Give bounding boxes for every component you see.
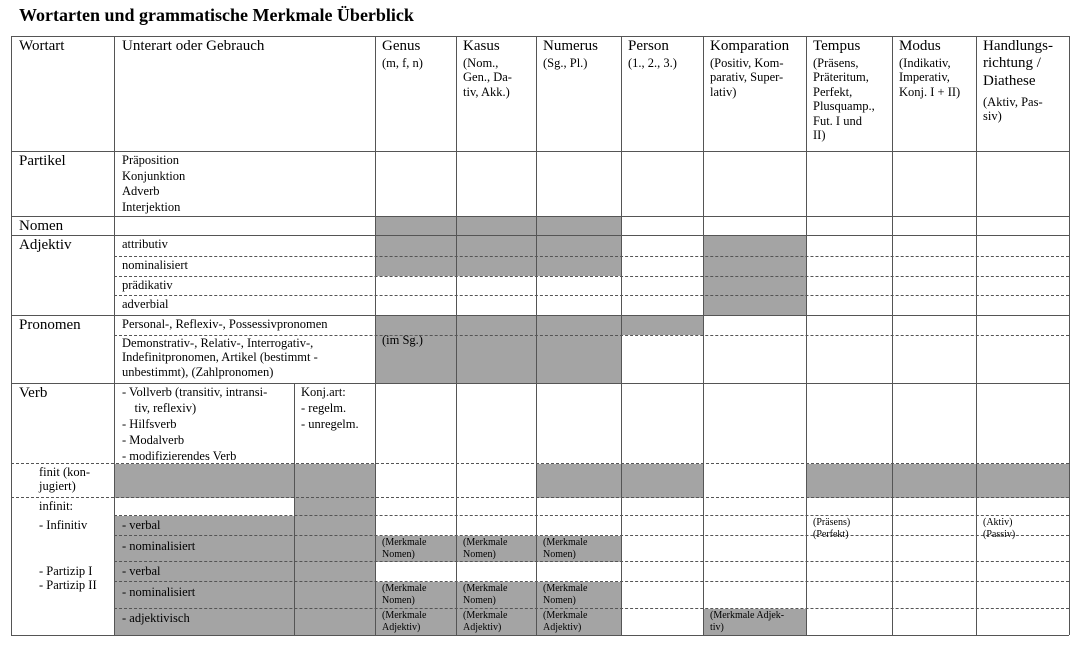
adjektiv-attributiv: attributiv: [122, 237, 168, 251]
pronomen-genus-note: (im Sg.): [382, 333, 423, 347]
header-kasus: Kasus: [463, 38, 500, 54]
inf-nom-genus-note: (Merkmale Nomen): [382, 537, 427, 560]
header-numerus: Numerus: [543, 38, 598, 54]
partizip-verbal: - verbal: [122, 564, 161, 578]
shade-finit-numerus: [536, 464, 703, 498]
header-kasus-sub: (Nom., Gen., Da- tiv, Akk.): [463, 56, 512, 99]
verb-infinitiv: - Infinitiv: [39, 518, 88, 532]
header-komparation: Komparation: [710, 38, 790, 54]
part-adj-kasus-note: (Merkmale Adjektiv): [463, 610, 508, 633]
hline-verb: [11, 383, 1069, 384]
row-pronomen-label: Pronomen: [19, 317, 81, 333]
adjektiv-adverbial: adverbial: [122, 297, 169, 311]
header-genus: Genus: [382, 38, 421, 54]
hline-header: [11, 151, 1069, 152]
row-partikel-label: Partikel: [19, 153, 66, 169]
header-wortart: Wortart: [19, 38, 65, 54]
inf-nom-kasus-note: (Merkmale Nomen): [463, 537, 508, 560]
row-adjektiv-label: Adjektiv: [19, 237, 72, 253]
verb-finit: finit (kon- jugiert): [39, 465, 91, 494]
hline-nomen: [11, 216, 1069, 217]
header-person-sub: (1., 2., 3.): [628, 56, 677, 70]
adjektiv-praedikativ: prädikativ: [122, 278, 173, 292]
part-adj-komp-note: (Merkmale Adjek- tiv): [710, 610, 785, 633]
verb-infinit: infinit:: [39, 499, 74, 513]
hline-adj-2: [114, 256, 1069, 257]
row-nomen-label: Nomen: [19, 218, 64, 234]
page-title: Wortarten und grammatische Merkmale Überblick: [19, 5, 414, 25]
part-nom-numerus-note: (Merkmale Nomen): [543, 583, 588, 606]
vline-konj: [294, 384, 295, 635]
vline-10: [1069, 36, 1070, 635]
header-modus: Modus: [899, 38, 941, 54]
shade-konj-infinit: [294, 498, 375, 635]
row-verb-label: Verb: [19, 385, 48, 401]
inf-tempus-note: (Präsens) (Perfekt): [813, 517, 851, 540]
header-numerus-sub: (Sg., Pl.): [543, 56, 588, 70]
hline-top: [11, 36, 1069, 37]
inf-nom-numerus-note: (Merkmale Nomen): [543, 537, 588, 560]
shade-pronomen-person: [621, 316, 703, 335]
inf-diathese-note: (Aktiv) (Passiv): [983, 517, 1016, 540]
hline-bottom: [11, 635, 1069, 636]
header-komparation-sub: (Positiv, Kom- parativ, Super- lativ): [710, 56, 784, 99]
hline-adj-3: [114, 276, 1069, 277]
part-adj-numerus-note: (Merkmale Adjektiv): [543, 610, 588, 633]
partizip-nominalisiert: - nominalisiert: [122, 585, 196, 599]
part-adj-genus-note: (Merkmale Adjektiv): [382, 610, 427, 633]
header-person: Person: [628, 38, 669, 54]
hline-part-adj: [114, 608, 1069, 609]
header-diathese: Handlungs- richtung / Diathese: [983, 38, 1053, 89]
header-tempus-sub: (Präsens, Präteritum, Perfekt, Plusquamp., Fut. I und II): [813, 56, 875, 142]
hline-inf-nom: [114, 535, 1069, 536]
header-tempus: Tempus: [813, 38, 861, 54]
vline-0: [11, 36, 12, 635]
header-genus-sub: (m, f, n): [382, 56, 423, 70]
hline-infinit: [11, 497, 1069, 498]
adjektiv-nominalisiert: nominalisiert: [122, 258, 188, 272]
hline-inf-verbal: [114, 515, 1069, 516]
part-nom-kasus-note: (Merkmale Nomen): [463, 583, 508, 606]
hline-adj-4: [114, 295, 1069, 296]
header-modus-sub: (Indikativ, Imperativ, Konj. I + II): [899, 56, 961, 99]
header-unterart: Unterart oder Gebrauch: [122, 38, 265, 54]
header-diathese-sub: (Aktiv, Pas- siv): [983, 95, 1043, 124]
verb-types: - Vollverb (transitiv, intransi- tiv, reflexiv) - Hilfsverb - Modalverb - modifizierendes Verb: [122, 385, 268, 463]
shade-pronomen-gkn: [376, 316, 621, 384]
shade-finit-unterart: [115, 464, 375, 498]
hline-adjektiv: [11, 235, 1069, 236]
verb-konj: Konj.art: - regelm. - unregelm.: [301, 385, 359, 431]
hline-part-verbal: [114, 561, 1069, 562]
shade-nomen-genus: [376, 217, 621, 276]
pronomen-personal: Personal-, Reflexiv-, Possessivpronomen: [122, 317, 328, 331]
partizip-adjektivisch: - adjektivisch: [122, 611, 190, 625]
infinitiv-verbal: - verbal: [122, 518, 161, 532]
row-partikel-sub: Präposition Konjunktion Adverb Interjektion: [122, 153, 186, 214]
part-nom-genus-note: (Merkmale Nomen): [382, 583, 427, 606]
hline-part-nom: [114, 581, 1069, 582]
verb-partizip: - Partizip I - Partizip II: [39, 564, 97, 593]
shade-finit-tempus: [806, 464, 1069, 498]
hline-pronomen: [11, 315, 1069, 316]
infinitiv-nominalisiert: - nominalisiert: [122, 539, 196, 553]
pronomen-demonstrativ: Demonstrativ-, Relativ-, Interrogativ-, Indefinitpronomen, Artikel (bestimmt - unbestimmt), (Zahlpronomen): [122, 336, 318, 379]
